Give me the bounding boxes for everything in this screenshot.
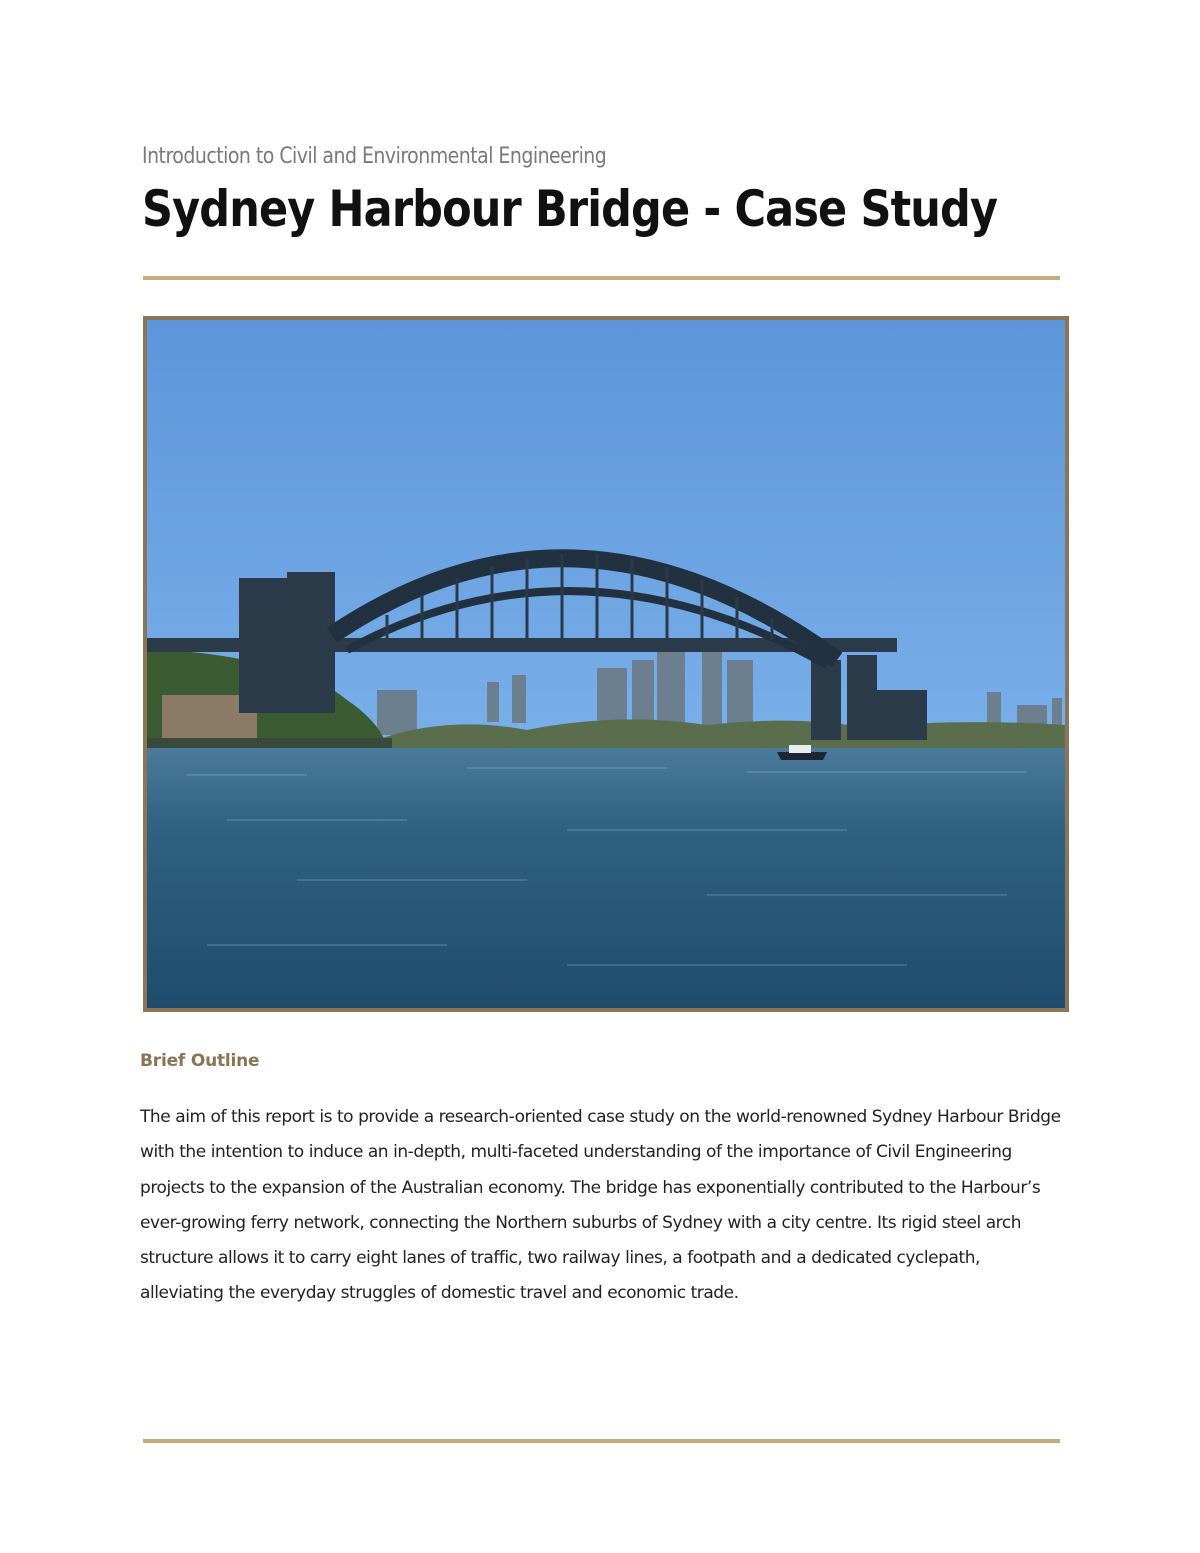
ferry-boat — [777, 752, 827, 760]
harbour-water — [147, 748, 1065, 1008]
course-title: Introduction to Civil and Environmental Engineering — [142, 144, 607, 169]
ferry-cabin — [789, 745, 811, 753]
bottom-divider — [143, 1439, 1060, 1443]
bridge-photo-illustration — [147, 320, 1065, 1008]
outline-paragraph: The aim of this report is to provide a research-oriented case study on the world-renowned Sydney Harbour Bridge with the intention to induce an in-depth, multi-faceted understanding of the importance of Civil Engineering projects to the expansion of the Australian economy. The bridge has exponentially contributed to the Harbour’s ever-growing ferry network, connecting the Northern suburbs of Sydney with a city centre. Its rigid steel arch structure allows it to carry eight lanes of traffic, two railway lines, a footpath and a dedicated cyclepath, alleviating the everyday struggles of domestic travel and economic trade. — [140, 1107, 1061, 1304]
section-heading-brief-outline: Brief Outline — [140, 1051, 260, 1071]
page-title: Sydney Harbour Bridge - Case Study — [142, 180, 998, 238]
top-divider — [143, 276, 1060, 280]
bridge-photo — [143, 316, 1069, 1012]
